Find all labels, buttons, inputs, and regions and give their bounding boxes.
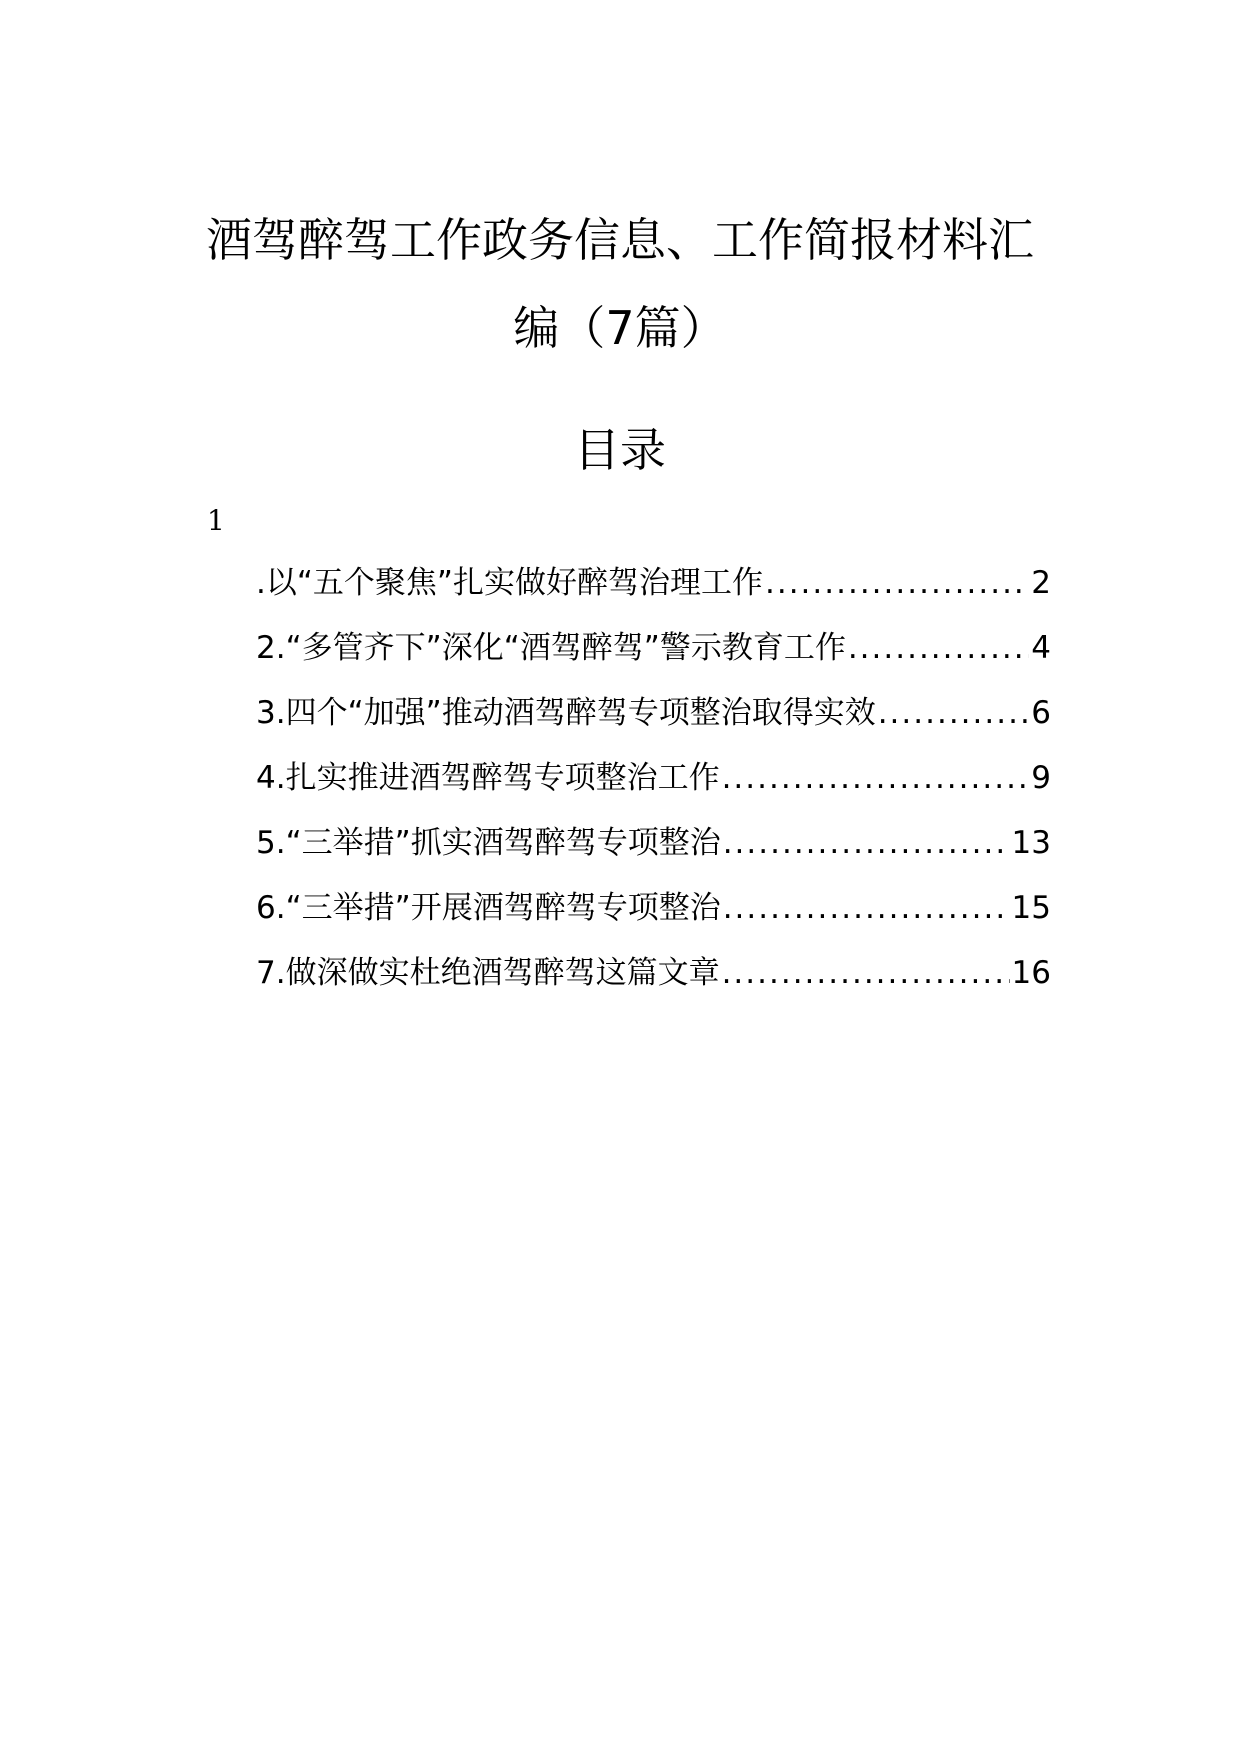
toc-entry-1[interactable] [256,558,1051,623]
toc-entry-page: 15 [1011,890,1051,926]
toc-dot-leader [722,948,1010,998]
toc-entry-title: 2.“多管齐下”深化“酒驾醉驾”警示教育工作 [256,630,846,666]
toc-heading: 目录 [574,423,666,477]
toc-entry-7[interactable] [256,948,1051,1013]
toc-dot-leader [723,818,1010,868]
title-line-2: 编（7篇） [513,301,727,355]
toc-entry-title: 4.扎实推进酒驾醉驾专项整治工作 [256,760,720,796]
table-of-contents [256,558,1051,1013]
toc-entry-page: 16 [1011,955,1051,991]
toc-entry-3[interactable] [256,688,1051,753]
toc-entry-page: 13 [1011,825,1051,861]
toc-entry-title: 3.四个“加强”推动酒驾醉驾专项整治取得实效 [256,695,876,731]
toc-entry-5[interactable] [256,818,1051,883]
stray-number: 1 [207,504,225,537]
toc-dot-leader [765,558,1029,608]
document-title [180,196,1060,372]
toc-dot-leader [878,688,1030,738]
toc-entry-page: 4 [1031,630,1051,666]
toc-entry-title: 6.“三举措”开展酒驾醉驾专项整治 [256,890,721,926]
toc-entry-title: .以“五个聚焦”扎实做好醉驾治理工作 [256,565,763,601]
toc-dot-leader [723,883,1010,933]
toc-entry-page: 6 [1031,695,1051,731]
toc-entry-2[interactable] [256,623,1051,688]
toc-dot-leader [848,623,1029,673]
title-line-1: 酒驾醉驾工作政务信息、工作简报材料汇 [206,213,1034,267]
toc-entry-page: 2 [1031,565,1051,601]
toc-dot-leader [722,753,1030,803]
toc-entry-title: 5.“三举措”抓实酒驾醉驾专项整治 [256,825,721,861]
toc-entry-page: 9 [1031,760,1051,796]
toc-entry-6[interactable] [256,883,1051,948]
toc-entry-4[interactable] [256,753,1051,818]
toc-entry-title: 7.做深做实杜绝酒驾醉驾这篇文章 [256,955,720,991]
